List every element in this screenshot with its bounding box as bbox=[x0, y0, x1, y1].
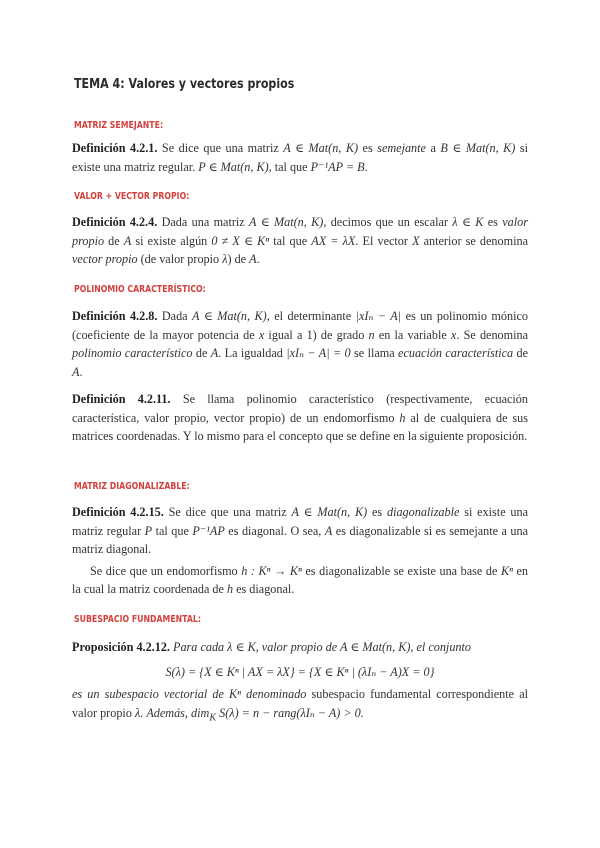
section-heading-diagonalizable: MATRIZ DIAGONALIZABLE: bbox=[74, 481, 190, 492]
section-heading-valor-vector: VALOR + VECTOR PROPIO: bbox=[74, 191, 190, 202]
section-heading-subespacio: SUBESPACIO FUNDAMENTAL: bbox=[74, 614, 202, 625]
definition-4-2-1: Definición 4.2.1. Se dice que una matriz A ∈ Mat(n, K) es semejante a B ∈ Mat(n, K) si existe una matriz regular. P ∈ Mat(n, K), tal que P⁻¹AP = B. bbox=[72, 141, 528, 174]
definition-4-2-8: Definición 4.2.8. Dada A ∈ Mat(n, K), el determinante |xIₙ − A| es un polinomio mónico (coeficiente de la mayor potencia de x igual a 1) de grado n en la variable x. Se denomina polinomio característico de A. La igualdad |xIₙ − A| = 0 se llama ecuación característica de A. bbox=[72, 309, 529, 379]
definition-label: Definición 4.2.15. bbox=[72, 505, 164, 519]
subspace-formula: S(λ) = {X ∈ Kⁿ | AX = λX} = {X ∈ Kⁿ | (λIₙ − A)X = 0} bbox=[165, 664, 435, 679]
proposition-4-2-12: Proposición 4.2.12. Para cada λ ∈ K, valor propio de A ∈ Mat(n, K), el conjunto S(λ) = {X ∈ Kⁿ | AX = λX} = {X ∈ Kⁿ | (λIₙ − A)X = 0} es un subespacio vectorial de Kⁿ denominado subespacio fundamental correspondiente al valor propio λ. Además, dim$_K$ S(λ) = n − rang(λIₙ − A) > 0. bbox=[72, 640, 528, 724]
definition-label: Definición 4.2.11. bbox=[72, 392, 171, 406]
definition-label: Definición 4.2.8. bbox=[72, 309, 158, 323]
section-heading-polinomio: POLINOMIO CARACTERÍSTICO: bbox=[74, 284, 206, 295]
page-title: TEMA 4: Valores y vectores propios bbox=[74, 76, 295, 92]
definition-label: Definición 4.2.1. bbox=[72, 141, 158, 155]
definition-4-2-15: Definición 4.2.15. Se dice que una matriz A ∈ Mat(n, K) es diagonalizable si existe una matriz regular P tal que P⁻¹AP es diagonal. O sea, A es diagonalizable si es semejante a una matriz diagonal. Se dice que un endomorfismo h : Kⁿ → Kⁿ es diagonalizable se existe una base de Kⁿ en la cual la matriz coordenada de h es diagonal. bbox=[72, 503, 528, 599]
section-heading-semejante: MATRIZ SEMEJANTE: bbox=[74, 120, 164, 131]
definition-4-2-11: Definición 4.2.11. Se llama polinomio característico (respectivamente, ecuación característica, valor propio, vector propio) de un endomorfismo h al de cualquiera de sus matrices coordenadas. Y lo mismo para el concepto que se define en la siguiente proposición. bbox=[72, 392, 528, 444]
proposition-label: Proposición 4.2.12. bbox=[72, 640, 170, 654]
definition-label: Definición 4.2.4. bbox=[72, 215, 158, 229]
diagonalizable-endomorphism-paragraph: Se dice que un endomorfismo h : Kⁿ → Kⁿ es diagonalizable se existe una base de Kⁿ en la cual la matriz coordenada de h es diagonal. bbox=[72, 563, 528, 597]
definition-4-2-4: Definición 4.2.4. Dada una matriz A ∈ Mat(n, K), decimos que un escalar λ ∈ K es valor propio de A si existe algún 0 ≠ X ∈ Kⁿ tal que AX = λX. El vector X anterior se denomina vector propio (de valor propio λ) de A. bbox=[72, 215, 528, 267]
